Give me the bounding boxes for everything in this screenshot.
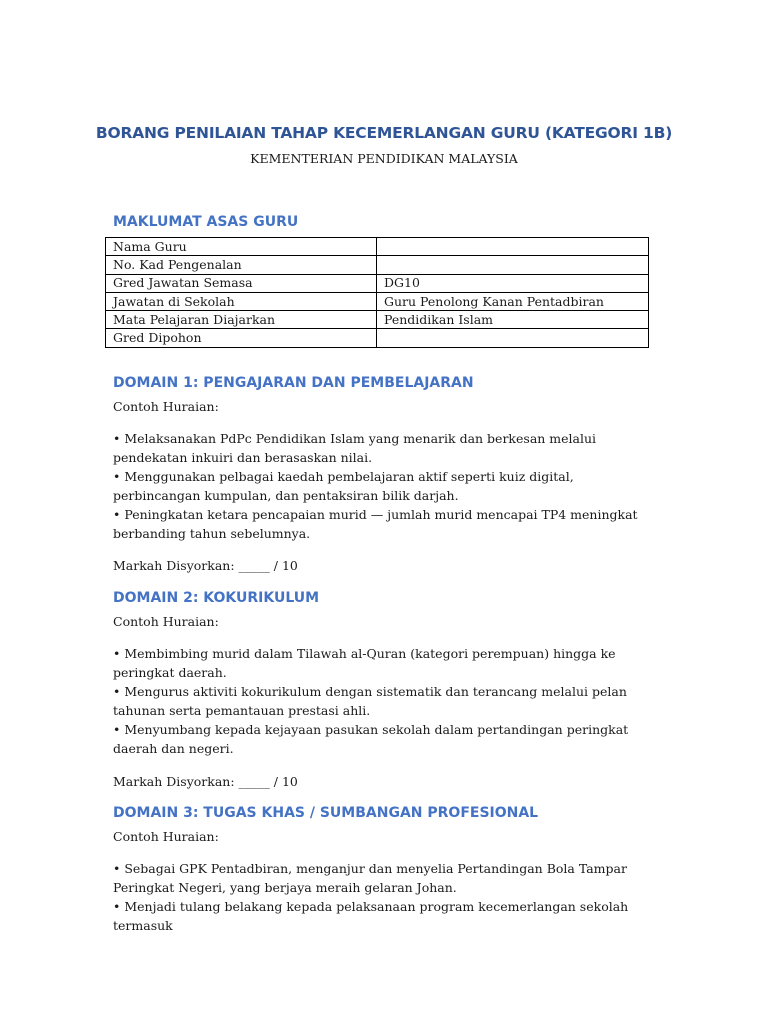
table-row [106,274,649,292]
table-row [106,311,649,329]
domain2-heading: DOMAIN 2: KOKURIKULUM [113,590,320,606]
list-item: • Menjadi tulang belakang kepada pelaksanaan program kecemerlangan sekolah termasuk [113,899,629,933]
row-label: Gred Dipohon [106,329,377,347]
list-item: • Peningkatan ketara pencapaian murid — jumlah murid mencapai TP4 meningkat berbanding tahun sebelumnya. [113,507,638,541]
row-label: Mata Pelajaran Diajarkan [106,311,377,329]
domain1-intro: Contoh Huraian: [113,399,219,414]
row-label: No. Kad Pengenalan [106,256,377,274]
domain2-bullets [113,644,658,758]
list-item: • Sebagai GPK Pentadbiran, menganjur dan menyelia Pertandingan Bola Tampar Peringkat Negeri, yang berjaya meraih gelaran Johan. [113,861,627,895]
domain3-bullets [113,859,658,935]
list-item: • Melaksanakan PdPc Pendidikan Islam yang menarik dan berkesan melalui pendekatan inkuiri dan berasaskan nilai. [113,431,597,465]
maklumat-heading: MAKLUMAT ASAS GURU [113,214,299,230]
row-value: DG10 [377,274,649,292]
row-value: Pendidikan Islam [377,311,649,329]
domain2-intro: Contoh Huraian: [113,614,219,629]
document-subtitle: KEMENTERIAN PENDIDIKAN MALAYSIA [250,151,518,166]
document-title: BORANG PENILAIAN TAHAP KECEMERLANGAN GURU (KATEGORI 1B) [95,124,673,142]
table-row [106,238,649,256]
list-item: • Membimbing murid dalam Tilawah al-Quran (kategori perempuan) hingga ke peringkat daerah. [113,646,616,680]
list-item: • Menggunakan pelbagai kaedah pembelajaran aktif seperti kuiz digital, perbincangan kumpulan, dan pentaksiran bilik darjah. [113,469,574,503]
row-label: Nama Guru [106,238,377,256]
table-row [106,292,649,310]
domain1-bullets [113,429,658,543]
row-value [377,238,649,256]
domain1-heading: DOMAIN 1: PENGAJARAN DAN PEMBELAJARAN [113,375,474,391]
row-value [377,256,649,274]
row-label: Jawatan di Sekolah [106,292,377,310]
table-row [106,329,649,347]
table-row [106,256,649,274]
domain1-markah: Markah Disyorkan: _____ / 10 [113,558,298,573]
maklumat-table [105,237,649,348]
domain3-heading: DOMAIN 3: TUGAS KHAS / SUMBANGAN PROFESIONAL [113,805,539,821]
list-item: • Mengurus aktiviti kokurikulum dengan sistematik dan terancang melalui pelan tahunan serta pemantauan prestasi ahli. [113,684,627,718]
domain3-intro: Contoh Huraian: [113,829,219,844]
list-item: • Menyumbang kepada kejayaan pasukan sekolah dalam pertandingan peringkat daerah dan negeri. [113,722,629,756]
row-value: Guru Penolong Kanan Pentadbiran [377,292,649,310]
domain2-markah: Markah Disyorkan: _____ / 10 [113,774,298,789]
row-label: Gred Jawatan Semasa [106,274,377,292]
row-value [377,329,649,347]
